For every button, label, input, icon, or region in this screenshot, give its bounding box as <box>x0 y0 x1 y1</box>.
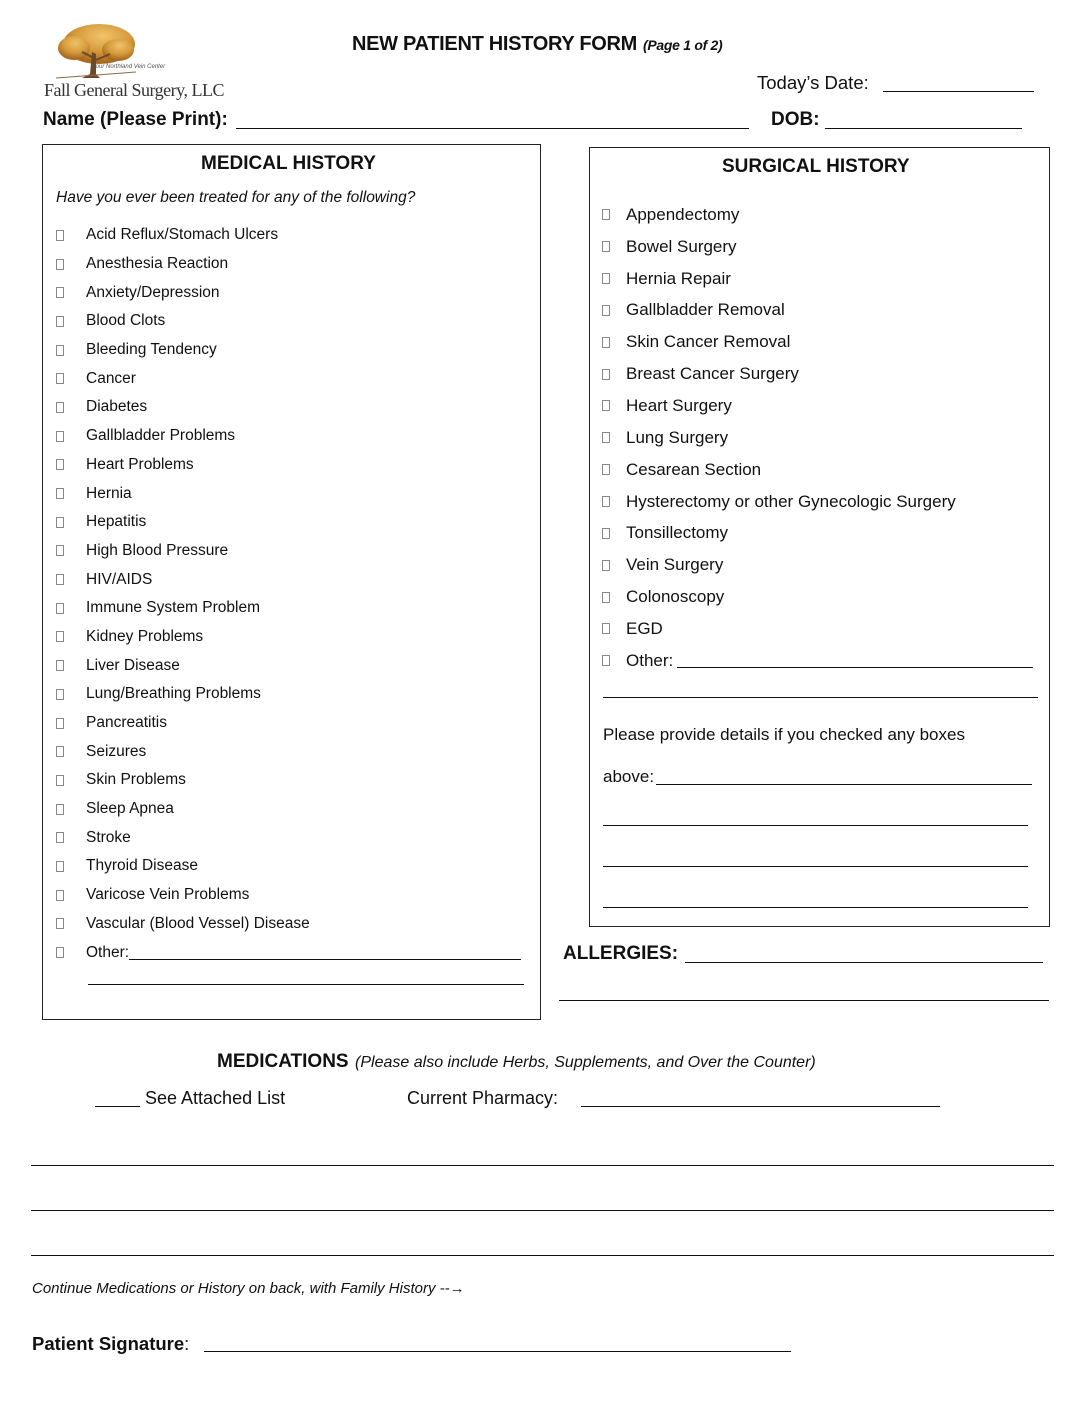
surgical-details-above-label: above: <box>603 767 655 786</box>
checkbox[interactable] <box>602 560 610 571</box>
medical-item-label: Blood Clots <box>86 312 166 330</box>
checkbox[interactable] <box>56 230 64 241</box>
patient-signature-label: Patient Signature <box>32 1333 185 1354</box>
checkbox[interactable] <box>602 273 610 284</box>
name-field[interactable] <box>236 128 749 129</box>
todays-date-label: Today’s Date: <box>757 72 869 93</box>
medical-item-label: Gallbladder Problems <box>86 427 236 445</box>
checkbox[interactable] <box>56 918 64 929</box>
checkbox[interactable] <box>602 623 610 634</box>
medical-item <box>56 709 521 738</box>
checkbox[interactable] <box>56 402 64 413</box>
checkbox[interactable] <box>56 574 64 585</box>
medical-item <box>56 508 521 537</box>
surgical-item-label: Cesarean Section <box>626 459 762 479</box>
medical-history-list <box>56 221 521 967</box>
logo-tagline: Your Northland Vein Center <box>92 64 166 70</box>
surgical-item <box>602 199 1033 231</box>
medications-line-3[interactable] <box>31 1255 1054 1256</box>
medical-item-label: Hepatitis <box>86 513 147 531</box>
surgical-item <box>602 422 1033 454</box>
checkbox[interactable] <box>602 528 610 539</box>
surgical-other-field[interactable] <box>677 653 1033 668</box>
name-label: Name (Please Print): <box>43 109 228 130</box>
checkbox[interactable] <box>602 400 610 411</box>
medical-item <box>56 823 521 852</box>
checkbox[interactable] <box>56 861 64 872</box>
surgical-details-field-line3[interactable] <box>603 866 1028 867</box>
surgical-item-other <box>602 645 1033 677</box>
surgical-other-field-line2[interactable] <box>603 697 1038 698</box>
surgical-item-label: Tonsillectomy <box>626 523 729 543</box>
surgical-history-list <box>602 199 1033 677</box>
page-indicator: (Page 1 of 2) <box>643 37 723 53</box>
surgical-item <box>602 517 1033 549</box>
checkbox[interactable] <box>56 287 64 298</box>
checkbox[interactable] <box>602 432 610 443</box>
checkbox[interactable] <box>602 241 610 252</box>
patient-signature-label-group <box>32 1333 189 1355</box>
medical-item <box>56 594 521 623</box>
medical-item <box>56 307 521 336</box>
medical-item <box>56 565 521 594</box>
surgical-history-title: SURGICAL HISTORY <box>722 156 910 177</box>
medications-note: (Please also include Herbs, Supplements, and Over the Counter) <box>355 1054 816 1071</box>
medical-item <box>56 393 521 422</box>
medical-item <box>56 221 521 250</box>
medical-item <box>56 278 521 307</box>
surgical-item-label: EGD <box>626 618 663 638</box>
medications-title: MEDICATIONS <box>217 1051 349 1072</box>
checkbox[interactable] <box>56 316 64 327</box>
checkbox[interactable] <box>56 947 64 958</box>
medical-other-label: Other: <box>86 943 130 961</box>
checkbox[interactable] <box>56 545 64 556</box>
medical-item <box>56 680 521 709</box>
medical-item-label: Seizures <box>86 742 147 760</box>
form-title-text: NEW PATIENT HISTORY FORM <box>352 33 638 55</box>
medical-item-label: Varicose Vein Problems <box>86 886 250 904</box>
medical-item-label: Immune System Problem <box>86 599 260 617</box>
surgical-item-label: Gallbladder Removal <box>626 300 785 320</box>
see-attached-list-field[interactable] <box>95 1106 140 1107</box>
medical-item <box>56 422 521 451</box>
medical-item-label: Pancreatitis <box>86 714 167 732</box>
checkbox[interactable] <box>56 631 64 642</box>
medical-item <box>56 766 521 795</box>
medical-item <box>56 479 521 508</box>
medications-line-1[interactable] <box>31 1165 1054 1166</box>
medical-item-label: Vascular (Blood Vessel) Disease <box>86 914 310 932</box>
checkbox[interactable] <box>56 775 64 786</box>
checkbox[interactable] <box>56 259 64 270</box>
medical-other-field[interactable] <box>129 945 521 960</box>
medical-item <box>56 537 521 566</box>
medical-item <box>56 881 521 910</box>
checkbox[interactable] <box>56 603 64 614</box>
checkbox[interactable] <box>56 890 64 901</box>
medical-history-title: MEDICAL HISTORY <box>201 153 376 174</box>
allergies-field-line2[interactable] <box>559 1000 1049 1001</box>
checkbox[interactable] <box>56 459 64 470</box>
surgical-other-label: Other: <box>626 650 674 670</box>
checkbox[interactable] <box>56 689 64 700</box>
patient-signature-colon: : <box>184 1333 190 1354</box>
surgical-item <box>602 295 1033 327</box>
surgical-item-label: Heart Surgery <box>626 395 732 415</box>
medical-other-field-line2[interactable] <box>88 984 524 985</box>
surgical-item <box>602 231 1033 263</box>
surgical-details-field[interactable] <box>656 784 1032 785</box>
dob-label: DOB: <box>771 109 820 130</box>
allergies-label: ALLERGIES: <box>563 943 679 964</box>
surgical-item-label: Bowel Surgery <box>626 236 737 256</box>
medical-item-label: Heart Problems <box>86 455 194 473</box>
checkbox[interactable] <box>602 496 610 507</box>
medical-item <box>56 451 521 480</box>
medical-item-label: Cancer <box>86 369 136 387</box>
medical-item-label: Anxiety/Depression <box>86 283 220 301</box>
checkbox[interactable] <box>56 746 64 757</box>
surgical-item-label: Hysterectomy or other Gynecologic Surgery <box>626 491 956 511</box>
form-title <box>352 33 722 56</box>
surgical-item <box>602 454 1033 486</box>
surgical-item <box>602 549 1033 581</box>
medical-item <box>56 910 521 939</box>
medical-item-label: High Blood Pressure <box>86 541 229 559</box>
checkbox[interactable] <box>602 464 610 475</box>
checkbox[interactable] <box>56 718 64 729</box>
checkbox[interactable] <box>56 804 64 815</box>
surgical-item-label: Vein Surgery <box>626 555 724 575</box>
medical-item-label: Hernia <box>86 484 132 502</box>
medical-item-label: Stroke <box>86 828 131 846</box>
surgical-item-label: Lung Surgery <box>626 427 729 447</box>
patient-signature-field[interactable] <box>204 1351 791 1352</box>
medications-line-2[interactable] <box>31 1210 1054 1211</box>
medical-item-label: Lung/Breathing Problems <box>86 685 261 703</box>
checkbox[interactable] <box>602 655 610 666</box>
logo-practice-name: Fall General Surgery, LLC <box>44 80 224 100</box>
continue-on-back-note: Continue Medications or History on back, with Family History --→ <box>32 1280 465 1297</box>
surgical-item <box>602 358 1033 390</box>
surgical-item-label: Hernia Repair <box>626 268 731 288</box>
medical-item-label: Sleep Apnea <box>86 800 174 818</box>
medical-item-label: Liver Disease <box>86 656 180 674</box>
medical-item <box>56 852 521 881</box>
surgical-item <box>602 581 1033 613</box>
checkbox[interactable] <box>56 660 64 671</box>
surgical-item <box>602 390 1033 422</box>
todays-date-field[interactable] <box>883 91 1034 92</box>
current-pharmacy-field[interactable] <box>581 1106 940 1107</box>
medical-item-other <box>56 938 521 967</box>
medical-item-label: Diabetes <box>86 398 148 416</box>
surgical-details-field-line4[interactable] <box>603 907 1028 908</box>
medications-heading <box>217 1051 816 1073</box>
medical-item-label: Anesthesia Reaction <box>86 255 229 273</box>
medical-item-label: Bleeding Tendency <box>86 341 217 359</box>
surgical-item <box>602 263 1033 295</box>
checkbox[interactable] <box>56 345 64 356</box>
medical-item-label: Acid Reflux/Stomach Ulcers <box>86 226 279 244</box>
surgical-item <box>602 486 1033 518</box>
medical-item <box>56 364 521 393</box>
surgical-item <box>602 613 1033 645</box>
current-pharmacy-label: Current Pharmacy: <box>407 1088 559 1108</box>
medical-item-label: Kidney Problems <box>86 627 204 645</box>
surgical-item <box>602 326 1033 358</box>
surgical-item-label: Colonoscopy <box>626 587 725 607</box>
practice-logo-tree <box>52 22 138 80</box>
medical-item <box>56 623 521 652</box>
see-attached-list-label: See Attached List <box>145 1088 286 1108</box>
medical-item <box>56 651 521 680</box>
checkbox[interactable] <box>602 369 610 380</box>
medical-item <box>56 737 521 766</box>
checkbox[interactable] <box>56 832 64 843</box>
surgical-item-label: Appendectomy <box>626 204 740 224</box>
checkbox[interactable] <box>56 373 64 384</box>
medical-history-question: Have you ever been treated for any of the following? <box>56 189 416 206</box>
medical-item <box>56 336 521 365</box>
surgical-item-label: Skin Cancer Removal <box>626 332 791 352</box>
medical-item <box>56 795 521 824</box>
checkbox[interactable] <box>56 431 64 442</box>
checkbox[interactable] <box>602 209 610 220</box>
medical-item-label: Thyroid Disease <box>86 857 198 875</box>
allergies-field[interactable] <box>685 962 1043 963</box>
medical-item <box>56 250 521 279</box>
surgical-item-label: Breast Cancer Surgery <box>626 364 799 384</box>
checkbox[interactable] <box>56 488 64 499</box>
surgical-details-prompt: Please provide details if you checked any boxes <box>603 725 965 744</box>
checkbox[interactable] <box>602 305 610 316</box>
medical-item-label: HIV/AIDS <box>86 570 153 588</box>
surgical-details-field-line2[interactable] <box>603 825 1028 826</box>
checkbox[interactable] <box>56 517 64 528</box>
checkbox[interactable] <box>602 337 610 348</box>
checkbox[interactable] <box>602 592 610 603</box>
medical-item-label: Skin Problems <box>86 771 186 789</box>
dob-field[interactable] <box>825 128 1022 129</box>
